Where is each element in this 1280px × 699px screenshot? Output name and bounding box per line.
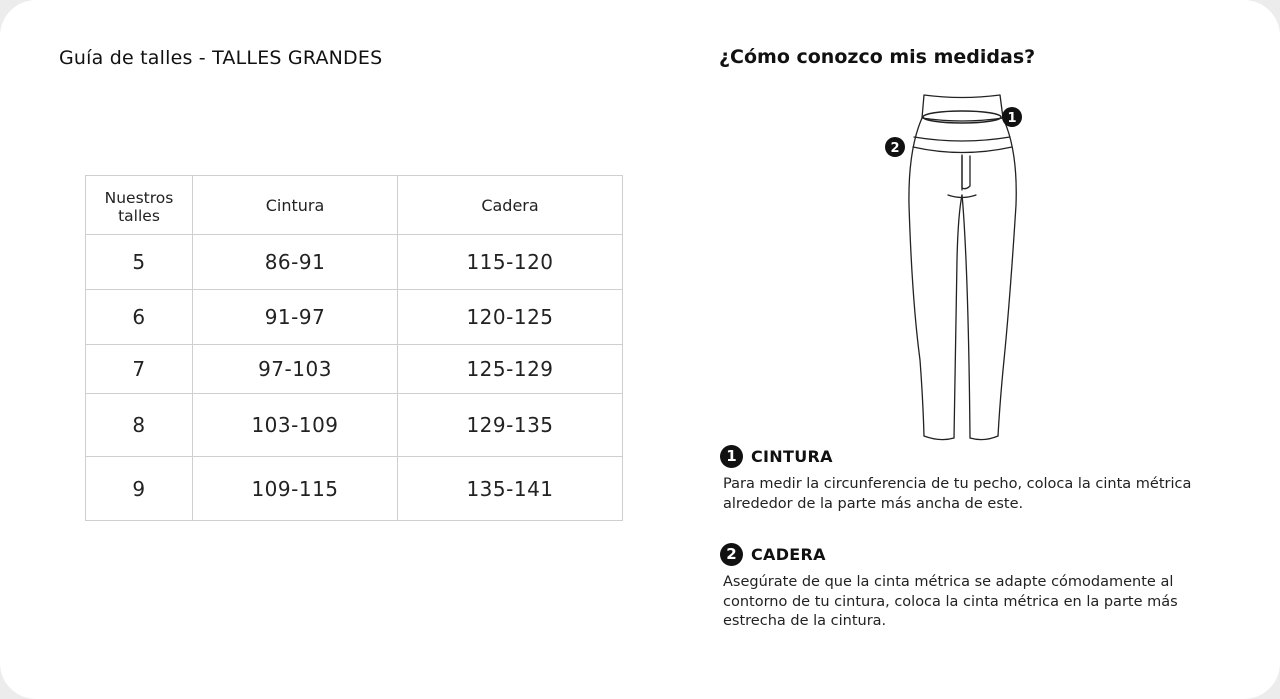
cell-waist: 97-103 (193, 345, 398, 394)
hip-section (720, 541, 1230, 632)
svg-text:2: 2 (890, 141, 900, 156)
cell-waist: 109-115 (193, 457, 398, 521)
marker-2 (885, 137, 905, 157)
cell-hip: 125-129 (398, 345, 623, 394)
cell-hip: 129-135 (398, 394, 623, 457)
pants-hip-band-lower (913, 147, 1012, 153)
table-row (86, 235, 623, 290)
hip-section-title: CADERA (751, 544, 826, 564)
svg-text:1: 1 (1007, 111, 1017, 126)
waist-section-title: CINTURA (751, 446, 833, 466)
header-hip: Cadera (398, 176, 623, 235)
hip-section-text: Asegúrate de que la cinta métrica se adapte cómodamente al contorno de tu cintura, coloca la cinta métrica en la parte más estrecha de la cintura. (723, 574, 1178, 629)
hip-number-badge: 2 (720, 543, 743, 566)
pants-right-inner (962, 195, 970, 438)
table-row (86, 394, 623, 457)
pants-right-outer (998, 118, 1016, 436)
pants-left-outer (909, 118, 924, 436)
waist-section-head (720, 443, 1230, 469)
marker-1 (1002, 107, 1022, 127)
pants-hip-band (914, 137, 1010, 141)
pants-diagram (880, 88, 1030, 448)
waist-section (720, 443, 1230, 514)
table-row (86, 345, 623, 394)
pants-waistband-outline (922, 95, 1003, 121)
cell-size: 5 (86, 235, 193, 290)
cell-hip: 120-125 (398, 290, 623, 345)
cell-waist: 91-97 (193, 290, 398, 345)
header-waist: Cintura (193, 176, 398, 235)
pants-left-inner (954, 195, 962, 438)
cell-hip: 115-120 (398, 235, 623, 290)
cell-size: 8 (86, 394, 193, 457)
pants-pocket (962, 156, 970, 189)
pants-right-hem (970, 436, 998, 440)
cell-waist: 86-91 (193, 235, 398, 290)
cell-size: 9 (86, 457, 193, 521)
table-header-row (86, 176, 623, 235)
table-row (86, 457, 623, 521)
table-row (86, 290, 623, 345)
cell-hip: 135-141 (398, 457, 623, 521)
size-table (85, 175, 623, 521)
header-size: Nuestros talles (86, 176, 193, 235)
hip-section-head (720, 541, 1230, 567)
waist-section-text: Para medir la circunferencia de tu pecho, coloca la cinta métrica alrededor de la parte más ancha de este. (723, 476, 1192, 512)
cell-waist: 103-109 (193, 394, 398, 457)
measure-guide-title: ¿Cómo conozco mis medidas? (719, 46, 1036, 68)
waist-number-badge: 1 (720, 445, 743, 468)
cell-size: 7 (86, 345, 193, 394)
cell-size: 6 (86, 290, 193, 345)
size-guide-title: Guía de talles - TALLES GRANDES (59, 47, 383, 69)
pants-left-hem (924, 436, 954, 440)
